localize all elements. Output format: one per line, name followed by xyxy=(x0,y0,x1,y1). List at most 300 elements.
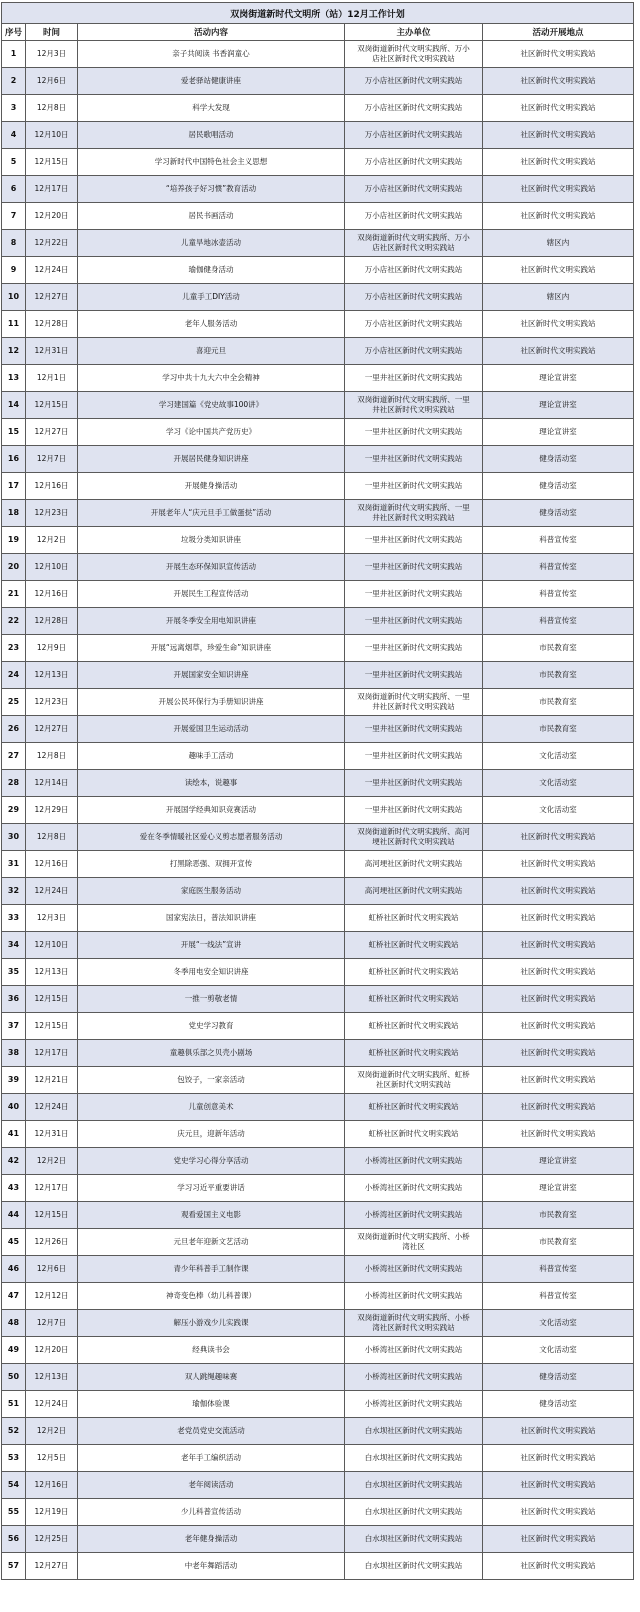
table-row xyxy=(2,851,634,878)
table-row xyxy=(2,1094,634,1121)
table-row xyxy=(2,581,634,608)
cell-org: 一里井社区新时代文明实践站 xyxy=(345,662,483,689)
cell-org: 双岗街道新时代文明实践所、万小 店社区新时代文明实践站 xyxy=(345,230,483,257)
cell-content: 读绘本，说趣事 xyxy=(78,770,345,797)
table-row xyxy=(2,662,634,689)
cell-content: 观看爱国主义电影 xyxy=(78,1202,345,1229)
cell-date: 12月5日 xyxy=(26,1445,78,1472)
cell-no: 36 xyxy=(2,986,26,1013)
cell-date: 12月24日 xyxy=(26,1094,78,1121)
cell-no: 46 xyxy=(2,1256,26,1283)
cell-content: 老年人服务活动 xyxy=(78,311,345,338)
cell-place: 辖区内 xyxy=(483,230,634,257)
cell-content: 学习《论中国共产党历史》 xyxy=(78,419,345,446)
table-row xyxy=(2,1040,634,1067)
cell-org: 小桥湾社区新时代文明实践站 xyxy=(345,1283,483,1310)
cell-place: 社区新时代文明实践站 xyxy=(483,1067,634,1094)
cell-content: 经典读书会 xyxy=(78,1337,345,1364)
cell-place: 社区新时代文明实践站 xyxy=(483,41,634,68)
cell-place: 社区新时代文明实践站 xyxy=(483,932,634,959)
cell-date: 12月15日 xyxy=(26,986,78,1013)
cell-place: 社区新时代文明实践站 xyxy=(483,1553,634,1580)
cell-date: 12月2日 xyxy=(26,527,78,554)
cell-no: 43 xyxy=(2,1175,26,1202)
cell-org: 虹桥社区新时代文明实践站 xyxy=(345,932,483,959)
cell-date: 12月15日 xyxy=(26,392,78,419)
cell-content: 瑜伽体验课 xyxy=(78,1391,345,1418)
cell-no: 16 xyxy=(2,446,26,473)
cell-place: 市民教育室 xyxy=(483,716,634,743)
cell-date: 12月10日 xyxy=(26,554,78,581)
table-row xyxy=(2,473,634,500)
cell-content: 学习习近平重要讲话 xyxy=(78,1175,345,1202)
table-row xyxy=(2,284,634,311)
cell-content: 冬季用电安全知识讲座 xyxy=(78,959,345,986)
cell-date: 12月16日 xyxy=(26,851,78,878)
cell-org: 高河埂社区新时代文明实践站 xyxy=(345,851,483,878)
cell-content: 开展国学经典知识竞赛活动 xyxy=(78,797,345,824)
table-row xyxy=(2,446,634,473)
cell-place: 科普宣传室 xyxy=(483,1283,634,1310)
cell-content: 开展健身操活动 xyxy=(78,473,345,500)
cell-place: 社区新时代文明实践站 xyxy=(483,95,634,122)
cell-place: 文化活动室 xyxy=(483,797,634,824)
cell-content: 开展爱国卫生运动活动 xyxy=(78,716,345,743)
cell-date: 12月16日 xyxy=(26,1472,78,1499)
table-row xyxy=(2,1553,634,1580)
cell-place: 社区新时代文明实践站 xyxy=(483,257,634,284)
table-row xyxy=(2,608,634,635)
cell-no: 37 xyxy=(2,1013,26,1040)
cell-no: 52 xyxy=(2,1418,26,1445)
cell-content: 亲子共阅读 书香润童心 xyxy=(78,41,345,68)
table-row xyxy=(2,1310,634,1337)
cell-content: 青少年科普手工制作课 xyxy=(78,1256,345,1283)
cell-content: 党史学习心得分享活动 xyxy=(78,1148,345,1175)
cell-date: 12月28日 xyxy=(26,311,78,338)
table-row xyxy=(2,95,634,122)
table-row xyxy=(2,1472,634,1499)
table-row xyxy=(2,905,634,932)
cell-content: 学习建国篇《党史故事100讲》 xyxy=(78,392,345,419)
cell-org: 万小店社区新时代文明实践站 xyxy=(345,122,483,149)
cell-content: 儿童创意美术 xyxy=(78,1094,345,1121)
cell-no: 1 xyxy=(2,41,26,68)
header-content: 活动内容 xyxy=(78,24,345,41)
cell-place: 市民教育室 xyxy=(483,662,634,689)
cell-no: 26 xyxy=(2,716,26,743)
table-row xyxy=(2,176,634,203)
table-row xyxy=(2,1013,634,1040)
table-row xyxy=(2,365,634,392)
cell-date: 12月6日 xyxy=(26,68,78,95)
cell-date: 12月27日 xyxy=(26,419,78,446)
cell-place: 市民教育室 xyxy=(483,1229,634,1256)
cell-content: 开展“一线法”宣讲 xyxy=(78,932,345,959)
cell-no: 22 xyxy=(2,608,26,635)
cell-date: 12月24日 xyxy=(26,1391,78,1418)
cell-no: 11 xyxy=(2,311,26,338)
cell-no: 10 xyxy=(2,284,26,311)
cell-no: 39 xyxy=(2,1067,26,1094)
table-row xyxy=(2,230,634,257)
cell-date: 12月29日 xyxy=(26,797,78,824)
cell-org: 万小店社区新时代文明实践站 xyxy=(345,338,483,365)
table-row xyxy=(2,1229,634,1256)
cell-content: 老年阅读活动 xyxy=(78,1472,345,1499)
cell-org: 小桥湾社区新时代文明实践站 xyxy=(345,1256,483,1283)
table-row xyxy=(2,419,634,446)
cell-place: 辖区内 xyxy=(483,284,634,311)
cell-no: 38 xyxy=(2,1040,26,1067)
table-row xyxy=(2,122,634,149)
cell-place: 科普宣传室 xyxy=(483,554,634,581)
work-plan-table xyxy=(1,2,634,1580)
cell-date: 12月12日 xyxy=(26,1283,78,1310)
table-row xyxy=(2,1121,634,1148)
cell-date: 12月25日 xyxy=(26,1526,78,1553)
header-row xyxy=(2,24,634,41)
cell-org: 白水坝社区新时代文明实践站 xyxy=(345,1499,483,1526)
cell-place: 社区新时代文明实践站 xyxy=(483,338,634,365)
cell-date: 12月20日 xyxy=(26,203,78,230)
cell-no: 48 xyxy=(2,1310,26,1337)
cell-content: 解压小游戏少儿实践课 xyxy=(78,1310,345,1337)
cell-no: 25 xyxy=(2,689,26,716)
cell-date: 12月17日 xyxy=(26,1175,78,1202)
cell-content: 打黑除恶强、双拥开宣传 xyxy=(78,851,345,878)
cell-date: 12月24日 xyxy=(26,257,78,284)
cell-no: 56 xyxy=(2,1526,26,1553)
cell-place: 社区新时代文明实践站 xyxy=(483,1094,634,1121)
cell-no: 35 xyxy=(2,959,26,986)
cell-no: 55 xyxy=(2,1499,26,1526)
cell-date: 12月13日 xyxy=(26,959,78,986)
cell-date: 12月24日 xyxy=(26,878,78,905)
cell-date: 12月23日 xyxy=(26,500,78,527)
cell-content: 垃圾分类知识讲座 xyxy=(78,527,345,554)
cell-place: 健身活动室 xyxy=(483,500,634,527)
cell-content: 一推一剪敬老情 xyxy=(78,986,345,1013)
cell-org: 一里井社区新时代文明实践站 xyxy=(345,365,483,392)
table-row xyxy=(2,554,634,581)
cell-content: 瑜伽健身活动 xyxy=(78,257,345,284)
cell-content: 少儿科普宣传活动 xyxy=(78,1499,345,1526)
cell-org: 虹桥社区新时代文明实践站 xyxy=(345,959,483,986)
cell-date: 12月10日 xyxy=(26,122,78,149)
cell-content: 开展居民健身知识讲座 xyxy=(78,446,345,473)
table-row xyxy=(2,1067,634,1094)
table-body xyxy=(2,41,634,1580)
cell-place: 科普宣传室 xyxy=(483,527,634,554)
cell-no: 19 xyxy=(2,527,26,554)
cell-no: 8 xyxy=(2,230,26,257)
cell-content: 家庭医生服务活动 xyxy=(78,878,345,905)
cell-org: 双岗街道新时代文明实践所、小桥 湾社区 xyxy=(345,1229,483,1256)
table-row xyxy=(2,1202,634,1229)
cell-place: 社区新时代文明实践站 xyxy=(483,176,634,203)
table-row xyxy=(2,878,634,905)
cell-place: 社区新时代文明实践站 xyxy=(483,986,634,1013)
cell-org: 白水坝社区新时代文明实践站 xyxy=(345,1418,483,1445)
table-row xyxy=(2,1148,634,1175)
cell-place: 社区新时代文明实践站 xyxy=(483,1472,634,1499)
cell-place: 健身活动室 xyxy=(483,446,634,473)
cell-date: 12月23日 xyxy=(26,689,78,716)
cell-org: 双岗街道新时代文明实践所、一里 井社区新时代文明实践站 xyxy=(345,500,483,527)
cell-date: 12月2日 xyxy=(26,1148,78,1175)
table-row xyxy=(2,1499,634,1526)
table-row xyxy=(2,1526,634,1553)
cell-content: 居民书画活动 xyxy=(78,203,345,230)
cell-content: 开展“远离烟草，珍爱生命”知识讲座 xyxy=(78,635,345,662)
table-row xyxy=(2,1175,634,1202)
cell-org: 一里井社区新时代文明实践站 xyxy=(345,581,483,608)
cell-date: 12月3日 xyxy=(26,905,78,932)
cell-org: 一里井社区新时代文明实践站 xyxy=(345,716,483,743)
cell-no: 31 xyxy=(2,851,26,878)
cell-place: 科普宣传室 xyxy=(483,581,634,608)
cell-place: 社区新时代文明实践站 xyxy=(483,1526,634,1553)
cell-no: 20 xyxy=(2,554,26,581)
cell-date: 12月22日 xyxy=(26,230,78,257)
cell-place: 理论宣讲室 xyxy=(483,392,634,419)
cell-place: 健身活动室 xyxy=(483,1364,634,1391)
cell-date: 12月3日 xyxy=(26,41,78,68)
cell-date: 12月7日 xyxy=(26,446,78,473)
cell-content: 国家宪法日，普法知识讲座 xyxy=(78,905,345,932)
cell-place: 健身活动室 xyxy=(483,473,634,500)
cell-content: 开展老年人“庆元旦手工做蛋挞”活动 xyxy=(78,500,345,527)
cell-content: 元旦老年迎新文艺活动 xyxy=(78,1229,345,1256)
cell-org: 白水坝社区新时代文明实践站 xyxy=(345,1472,483,1499)
cell-content: 爱老驿站健康讲座 xyxy=(78,68,345,95)
cell-place: 社区新时代文明实践站 xyxy=(483,1418,634,1445)
cell-content: 老年手工编织活动 xyxy=(78,1445,345,1472)
cell-no: 30 xyxy=(2,824,26,851)
cell-place: 理论宣讲室 xyxy=(483,1175,634,1202)
work-plan-document xyxy=(1,2,633,1580)
cell-org: 双岗街道新时代文明实践所、虹桥 社区新时代文明实践站 xyxy=(345,1067,483,1094)
cell-no: 9 xyxy=(2,257,26,284)
cell-no: 2 xyxy=(2,68,26,95)
cell-org: 虹桥社区新时代文明实践站 xyxy=(345,1094,483,1121)
cell-no: 24 xyxy=(2,662,26,689)
cell-no: 21 xyxy=(2,581,26,608)
cell-org: 双岗街道新时代文明实践所、高河 埂社区新时代文明实践站 xyxy=(345,824,483,851)
cell-place: 理论宣讲室 xyxy=(483,365,634,392)
cell-date: 12月17日 xyxy=(26,1040,78,1067)
cell-org: 万小店社区新时代文明实践站 xyxy=(345,311,483,338)
cell-place: 科普宣传室 xyxy=(483,1256,634,1283)
cell-place: 社区新时代文明实践站 xyxy=(483,311,634,338)
cell-org: 小桥湾社区新时代文明实践站 xyxy=(345,1391,483,1418)
cell-org: 万小店社区新时代文明实践站 xyxy=(345,176,483,203)
cell-no: 4 xyxy=(2,122,26,149)
cell-no: 32 xyxy=(2,878,26,905)
table-row xyxy=(2,986,634,1013)
cell-place: 社区新时代文明实践站 xyxy=(483,68,634,95)
cell-no: 6 xyxy=(2,176,26,203)
cell-date: 12月16日 xyxy=(26,581,78,608)
cell-org: 虹桥社区新时代文明实践站 xyxy=(345,1121,483,1148)
cell-place: 社区新时代文明实践站 xyxy=(483,149,634,176)
cell-date: 12月27日 xyxy=(26,284,78,311)
cell-place: 理论宣讲室 xyxy=(483,419,634,446)
cell-org: 双岗街道新时代文明实践所、一里 井社区新时代文明实践站 xyxy=(345,392,483,419)
cell-no: 34 xyxy=(2,932,26,959)
cell-org: 一里井社区新时代文明实践站 xyxy=(345,527,483,554)
cell-content: 双人跳绳趣味赛 xyxy=(78,1364,345,1391)
cell-no: 45 xyxy=(2,1229,26,1256)
table-row xyxy=(2,797,634,824)
cell-date: 12月17日 xyxy=(26,176,78,203)
cell-content: 开展公民环保行为手册知识讲座 xyxy=(78,689,345,716)
cell-content: 科学大发现 xyxy=(78,95,345,122)
cell-no: 57 xyxy=(2,1553,26,1580)
cell-no: 3 xyxy=(2,95,26,122)
cell-no: 12 xyxy=(2,338,26,365)
cell-no: 29 xyxy=(2,797,26,824)
cell-date: 12月31日 xyxy=(26,1121,78,1148)
cell-place: 文化活动室 xyxy=(483,1337,634,1364)
cell-no: 41 xyxy=(2,1121,26,1148)
cell-content: 老年健身操活动 xyxy=(78,1526,345,1553)
cell-date: 12月16日 xyxy=(26,473,78,500)
cell-no: 44 xyxy=(2,1202,26,1229)
cell-content: 庆元旦，迎新年活动 xyxy=(78,1121,345,1148)
table-row xyxy=(2,257,634,284)
cell-no: 47 xyxy=(2,1283,26,1310)
cell-date: 12月28日 xyxy=(26,608,78,635)
table-row xyxy=(2,338,634,365)
cell-org: 双岗街道新时代文明实践所、万小 店社区新时代文明实践站 xyxy=(345,41,483,68)
cell-place: 社区新时代文明实践站 xyxy=(483,1040,634,1067)
cell-place: 理论宣讲室 xyxy=(483,1148,634,1175)
cell-org: 一里井社区新时代文明实践站 xyxy=(345,608,483,635)
cell-no: 53 xyxy=(2,1445,26,1472)
cell-no: 18 xyxy=(2,500,26,527)
cell-date: 12月14日 xyxy=(26,770,78,797)
cell-org: 一里井社区新时代文明实践站 xyxy=(345,446,483,473)
cell-no: 40 xyxy=(2,1094,26,1121)
table-title: 双岗街道新时代文明所（站）12月工作计划 xyxy=(2,3,634,24)
cell-date: 12月27日 xyxy=(26,1553,78,1580)
cell-content: 儿童旱地冰壶活动 xyxy=(78,230,345,257)
cell-date: 12月8日 xyxy=(26,95,78,122)
table-row xyxy=(2,824,634,851)
cell-place: 社区新时代文明实践站 xyxy=(483,878,634,905)
cell-no: 14 xyxy=(2,392,26,419)
table-row xyxy=(2,959,634,986)
cell-org: 一里井社区新时代文明实践站 xyxy=(345,473,483,500)
header-place: 活动开展地点 xyxy=(483,24,634,41)
table-row xyxy=(2,500,634,527)
cell-content: 爱在冬季情暖社区爱心义剪志愿者服务活动 xyxy=(78,824,345,851)
cell-place: 社区新时代文明实践站 xyxy=(483,959,634,986)
cell-content: 学习中共十九大六中全会精神 xyxy=(78,365,345,392)
table-row xyxy=(2,932,634,959)
header-no: 序号 xyxy=(2,24,26,41)
cell-place: 市民教育室 xyxy=(483,1202,634,1229)
cell-org: 一里井社区新时代文明实践站 xyxy=(345,554,483,581)
cell-date: 12月15日 xyxy=(26,149,78,176)
table-row xyxy=(2,1418,634,1445)
cell-date: 12月1日 xyxy=(26,365,78,392)
cell-date: 12月8日 xyxy=(26,743,78,770)
cell-content: 学习新时代中国特色社会主义思想 xyxy=(78,149,345,176)
cell-content: 神奇变色棒（幼儿科普课） xyxy=(78,1283,345,1310)
cell-place: 文化活动室 xyxy=(483,1310,634,1337)
cell-place: 社区新时代文明实践站 xyxy=(483,122,634,149)
cell-date: 12月2日 xyxy=(26,1418,78,1445)
cell-no: 27 xyxy=(2,743,26,770)
cell-place: 市民教育室 xyxy=(483,689,634,716)
cell-content: 开展冬季安全用电知识讲座 xyxy=(78,608,345,635)
table-row xyxy=(2,392,634,419)
cell-date: 12月31日 xyxy=(26,338,78,365)
cell-org: 一里井社区新时代文明实践站 xyxy=(345,770,483,797)
cell-org: 一里井社区新时代文明实践站 xyxy=(345,797,483,824)
table-row xyxy=(2,68,634,95)
table-row xyxy=(2,203,634,230)
cell-date: 12月6日 xyxy=(26,1256,78,1283)
cell-content: 喜迎元旦 xyxy=(78,338,345,365)
table-row xyxy=(2,770,634,797)
cell-org: 虹桥社区新时代文明实践站 xyxy=(345,905,483,932)
cell-org: 小桥湾社区新时代文明实践站 xyxy=(345,1202,483,1229)
cell-no: 49 xyxy=(2,1337,26,1364)
cell-date: 12月20日 xyxy=(26,1337,78,1364)
cell-no: 7 xyxy=(2,203,26,230)
cell-date: 12月13日 xyxy=(26,662,78,689)
cell-place: 文化活动室 xyxy=(483,743,634,770)
cell-place: 社区新时代文明实践站 xyxy=(483,1013,634,1040)
table-row xyxy=(2,311,634,338)
cell-no: 17 xyxy=(2,473,26,500)
cell-no: 28 xyxy=(2,770,26,797)
cell-place: 社区新时代文明实践站 xyxy=(483,1499,634,1526)
cell-org: 万小店社区新时代文明实践站 xyxy=(345,257,483,284)
cell-no: 51 xyxy=(2,1391,26,1418)
table-row xyxy=(2,1391,634,1418)
cell-org: 虹桥社区新时代文明实践站 xyxy=(345,986,483,1013)
header-date: 时间 xyxy=(26,24,78,41)
cell-date: 12月15日 xyxy=(26,1202,78,1229)
cell-place: 社区新时代文明实践站 xyxy=(483,1121,634,1148)
cell-no: 54 xyxy=(2,1472,26,1499)
cell-content: 趣味手工活动 xyxy=(78,743,345,770)
cell-org: 双岗街道新时代文明实践所、小桥 湾社区新时代文明实践站 xyxy=(345,1310,483,1337)
cell-no: 13 xyxy=(2,365,26,392)
table-row xyxy=(2,149,634,176)
cell-org: 小桥湾社区新时代文明实践站 xyxy=(345,1148,483,1175)
cell-no: 5 xyxy=(2,149,26,176)
table-row xyxy=(2,1445,634,1472)
cell-no: 42 xyxy=(2,1148,26,1175)
cell-org: 虹桥社区新时代文明实践站 xyxy=(345,1013,483,1040)
table-row xyxy=(2,743,634,770)
cell-place: 健身活动室 xyxy=(483,1391,634,1418)
cell-place: 科普宣传室 xyxy=(483,608,634,635)
cell-org: 双岗街道新时代文明实践所、一里 井社区新时代文明实践站 xyxy=(345,689,483,716)
cell-place: 文化活动室 xyxy=(483,770,634,797)
cell-no: 15 xyxy=(2,419,26,446)
cell-org: 高河埂社区新时代文明实践站 xyxy=(345,878,483,905)
cell-org: 小桥湾社区新时代文明实践站 xyxy=(345,1175,483,1202)
cell-org: 白水坝社区新时代文明实践站 xyxy=(345,1526,483,1553)
cell-date: 12月19日 xyxy=(26,1499,78,1526)
